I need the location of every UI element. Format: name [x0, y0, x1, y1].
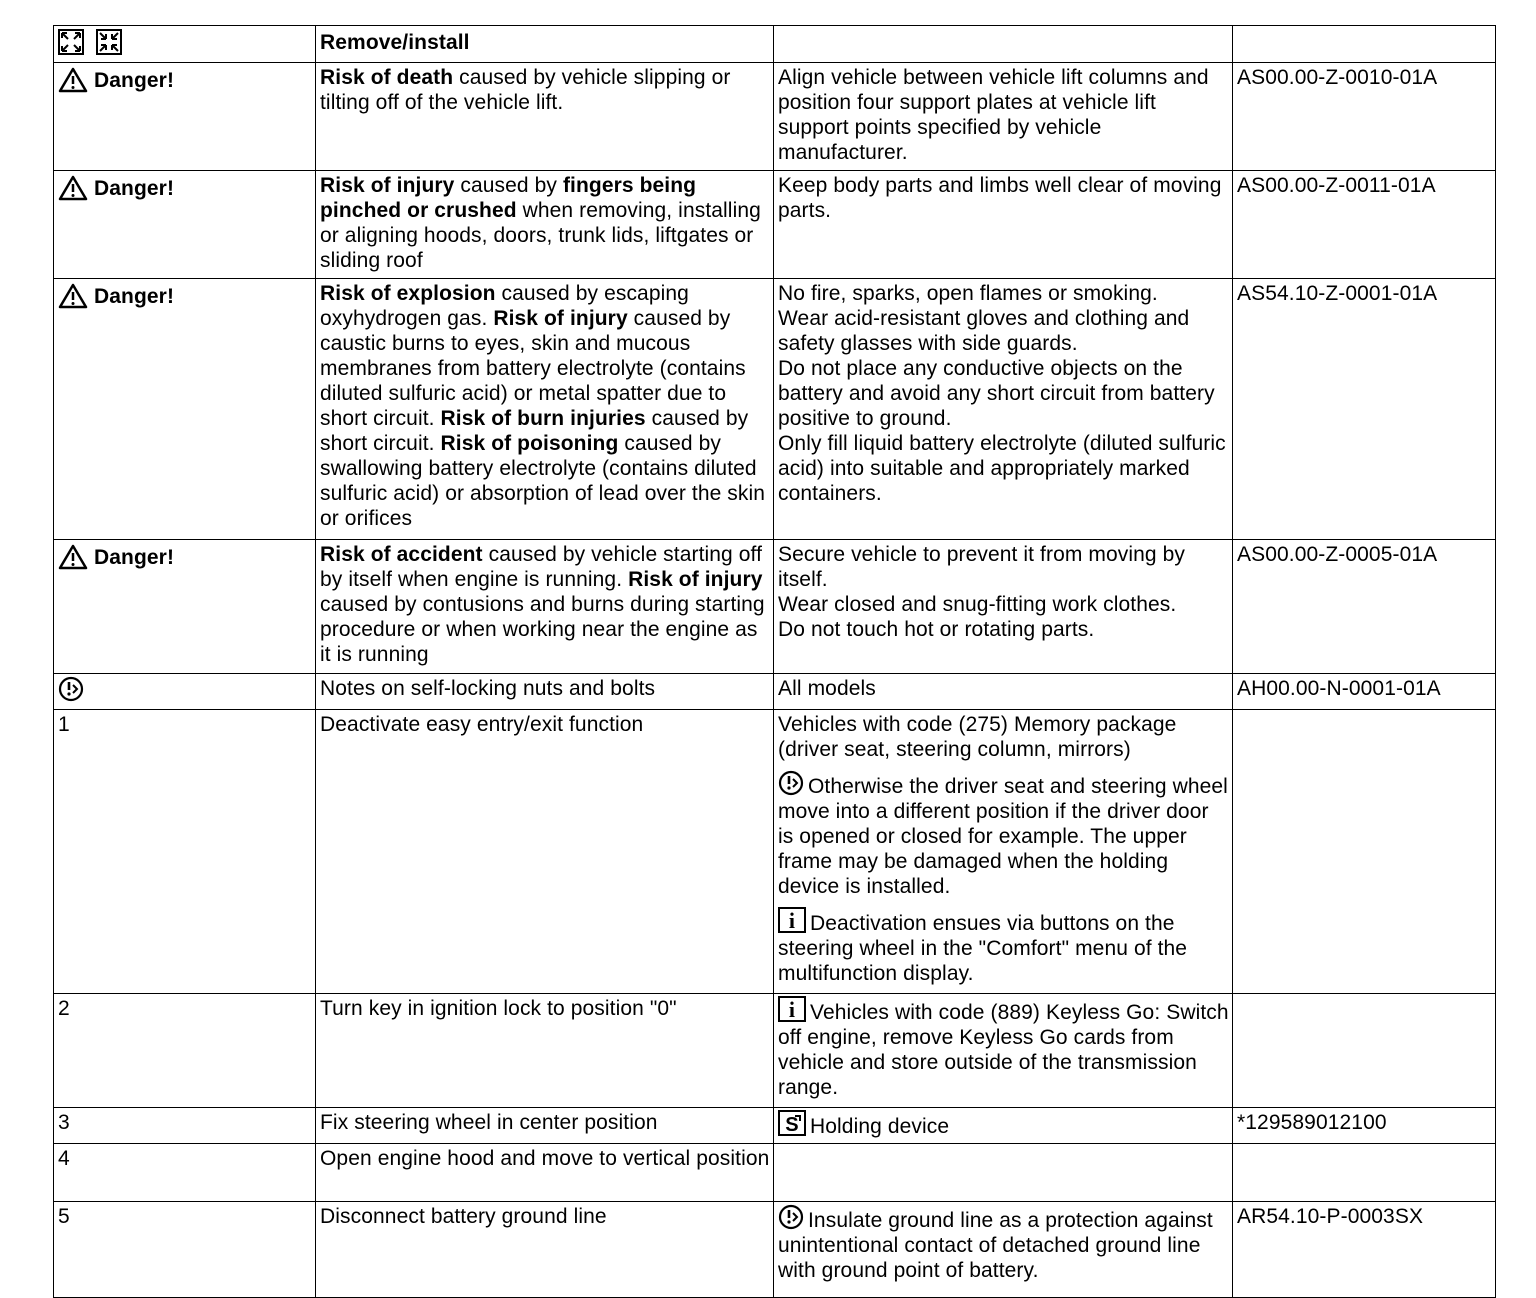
- step-text: Notes on self-locking nuts and bolts: [316, 674, 774, 710]
- hazard-part: Risk of injury: [320, 174, 455, 197]
- hazard-part: caused by: [454, 174, 563, 197]
- disassemble-icon: [58, 29, 84, 55]
- danger-label: Danger!: [94, 68, 175, 92]
- step-row: [54, 1202, 1496, 1298]
- step-number: 3: [54, 1108, 316, 1144]
- warning-triangle-icon: [58, 544, 88, 570]
- danger-cell: [54, 540, 316, 674]
- hazard-part: caused by vehicle slipping or tilting off of the vehicle lift.: [320, 66, 731, 114]
- hazard-text: [316, 63, 774, 171]
- danger-row: [54, 540, 1496, 674]
- danger-row: [54, 279, 1496, 540]
- header-empty-cell: [1233, 26, 1496, 63]
- measure-line: Do not touch hot or rotating parts.: [778, 618, 1095, 641]
- reference-code: [1233, 710, 1496, 994]
- reference-code: AS54.10-Z-0001-01A: [1233, 279, 1496, 540]
- step-text: Deactivate easy entry/exit function: [316, 710, 774, 994]
- measure-text: [774, 1144, 1233, 1202]
- step-row: [54, 994, 1496, 1108]
- info-icon: [778, 996, 806, 1022]
- step-row: [54, 1108, 1496, 1144]
- measure-line: Vehicles with code (275) Memory package (driver seat, steering column, mirrors): [778, 713, 1177, 761]
- danger-row: [54, 171, 1496, 279]
- step-number: 2: [54, 994, 316, 1108]
- danger-cell: [54, 279, 316, 540]
- tool-name: Holding device: [810, 1115, 950, 1138]
- hazard-part: fingers being pinched or crushed: [320, 174, 697, 222]
- hazard-part: Risk of death: [320, 66, 454, 89]
- note-icon: [58, 676, 84, 702]
- procedure-table: [53, 25, 1496, 1298]
- reference-code: AS00.00-Z-0010-01A: [1233, 63, 1496, 171]
- note-paragraph: [778, 1204, 1229, 1283]
- hazard-part: caused by escaping oxyhydrogen gas.: [320, 282, 689, 330]
- measure-line: No fire, sparks, open flames or smoking.: [778, 282, 1158, 305]
- measure-text: [774, 279, 1233, 540]
- header-icons-cell: [54, 26, 316, 63]
- step-text: Open engine hood and move to vertical position: [316, 1144, 774, 1202]
- measure-text: Keep body parts and limbs well clear of moving parts.: [774, 171, 1233, 279]
- measure-line: Wear acid-resistant gloves and clothing and safety glasses with side guards.: [778, 307, 1190, 355]
- reference-code: AS00.00-Z-0011-01A: [1233, 171, 1496, 279]
- svg-text:S: S: [785, 1114, 799, 1136]
- header-title: Remove/install: [316, 26, 774, 63]
- note-text: Otherwise the driver seat and steering wheel move into a different position if the driver door is opened or closed for example. The upper frame may be damaged when the holding device is installed.: [778, 775, 1228, 898]
- svg-text:i: i: [788, 997, 796, 1022]
- hazard-part: Risk of burn injuries: [440, 407, 646, 430]
- measure-line: Do not place any conductive objects on the battery and avoid any short circuit from battery positive to ground.: [778, 357, 1215, 430]
- info-paragraph: [778, 996, 1229, 1100]
- danger-row: [54, 63, 1496, 171]
- warning-triangle-icon: [58, 175, 88, 201]
- reference-code: [1233, 1144, 1496, 1202]
- measure-text: [774, 710, 1233, 994]
- info-icon: [778, 907, 806, 933]
- header-empty-cell: [774, 26, 1233, 63]
- danger-label: Danger!: [94, 284, 175, 308]
- step-text: Turn key in ignition lock to position "0": [316, 994, 774, 1108]
- measure-text: [774, 540, 1233, 674]
- hazard-part: Risk of explosion: [320, 282, 496, 305]
- step-row: [54, 1144, 1496, 1202]
- measure-text: [774, 1202, 1233, 1298]
- measure-line: Wear closed and snug-fitting work clothes.: [778, 593, 1177, 616]
- notes-row: [54, 674, 1496, 710]
- measure-line: Secure vehicle to prevent it from moving by itself.: [778, 543, 1185, 591]
- hazard-part: Risk of injury: [493, 307, 628, 330]
- info-text: Vehicles with code (889) Keyless Go: Switch off engine, remove Keyless Go cards from vehicle and store outside of the transmission range.: [778, 1001, 1229, 1099]
- note-icon: [778, 1204, 804, 1230]
- note-icon: [778, 770, 804, 796]
- step-number: 1: [54, 710, 316, 994]
- reference-code: [1233, 994, 1496, 1108]
- svg-text:i: i: [788, 908, 796, 933]
- step-number: 5: [54, 1202, 316, 1298]
- hazard-part: Risk of poisoning: [440, 432, 619, 455]
- info-text: Deactivation ensues via buttons on the steering wheel in the "Comfort" menu of the multifunction display.: [778, 912, 1188, 985]
- hazard-text: [316, 279, 774, 540]
- assemble-icon: [96, 29, 122, 55]
- hazard-part: caused by caustic burns to eyes, skin and mucous membranes from battery electrolyte (contains diluted sulfuric acid) or metal spatter due to short circuit.: [320, 307, 746, 430]
- danger-cell: [54, 171, 316, 279]
- hazard-text: [316, 171, 774, 279]
- step-text: Disconnect battery ground line: [316, 1202, 774, 1298]
- measure-text: [774, 994, 1233, 1108]
- hazard-part: Risk of injury: [628, 568, 763, 591]
- note-paragraph: [778, 770, 1229, 899]
- info-paragraph: [778, 907, 1229, 986]
- step-row: [54, 710, 1496, 994]
- special-tool-icon: [778, 1110, 806, 1136]
- warning-triangle-icon: [58, 283, 88, 309]
- danger-cell: [54, 63, 316, 171]
- reference-code: AH00.00-N-0001-01A: [1233, 674, 1496, 710]
- reference-code: *129589012100: [1233, 1108, 1496, 1144]
- hazard-part: caused by vehicle starting off by itself when engine is running.: [320, 543, 763, 591]
- hazard-part: caused by swallowing battery electrolyte (contains diluted sulfuric acid) or absorption of lead over the skin or orifices: [320, 432, 766, 530]
- measure-text: [774, 1108, 1233, 1144]
- hazard-text: [316, 540, 774, 674]
- hazard-part: caused by contusions and burns during starting procedure or when working near the engine as it is running: [320, 593, 765, 666]
- note-text: Insulate ground line as a protection against unintentional contact of detached ground line with ground point of battery.: [778, 1209, 1213, 1282]
- notes-icon-cell: [54, 674, 316, 710]
- step-number: 4: [54, 1144, 316, 1202]
- measure-text: All models: [774, 674, 1233, 710]
- measure-text: Align vehicle between vehicle lift columns and position four support plates at vehicle lift support points specified by vehicle manufacturer.: [774, 63, 1233, 171]
- hazard-part: caused by short circuit.: [320, 407, 749, 455]
- hazard-part: when removing, installing or aligning hoods, doors, trunk lids, liftgates or sliding roof: [320, 199, 761, 272]
- danger-label: Danger!: [94, 545, 175, 569]
- danger-label: Danger!: [94, 176, 175, 200]
- reference-code: AR54.10-P-0003SX: [1233, 1202, 1496, 1298]
- warning-triangle-icon: [58, 67, 88, 93]
- hazard-part: Risk of accident: [320, 543, 483, 566]
- measure-line: Only fill liquid battery electrolyte (diluted sulfuric acid) into suitable and appropriately marked containers.: [778, 432, 1226, 505]
- header-row: [54, 26, 1496, 63]
- step-text: Fix steering wheel in center position: [316, 1108, 774, 1144]
- reference-code: AS00.00-Z-0005-01A: [1233, 540, 1496, 674]
